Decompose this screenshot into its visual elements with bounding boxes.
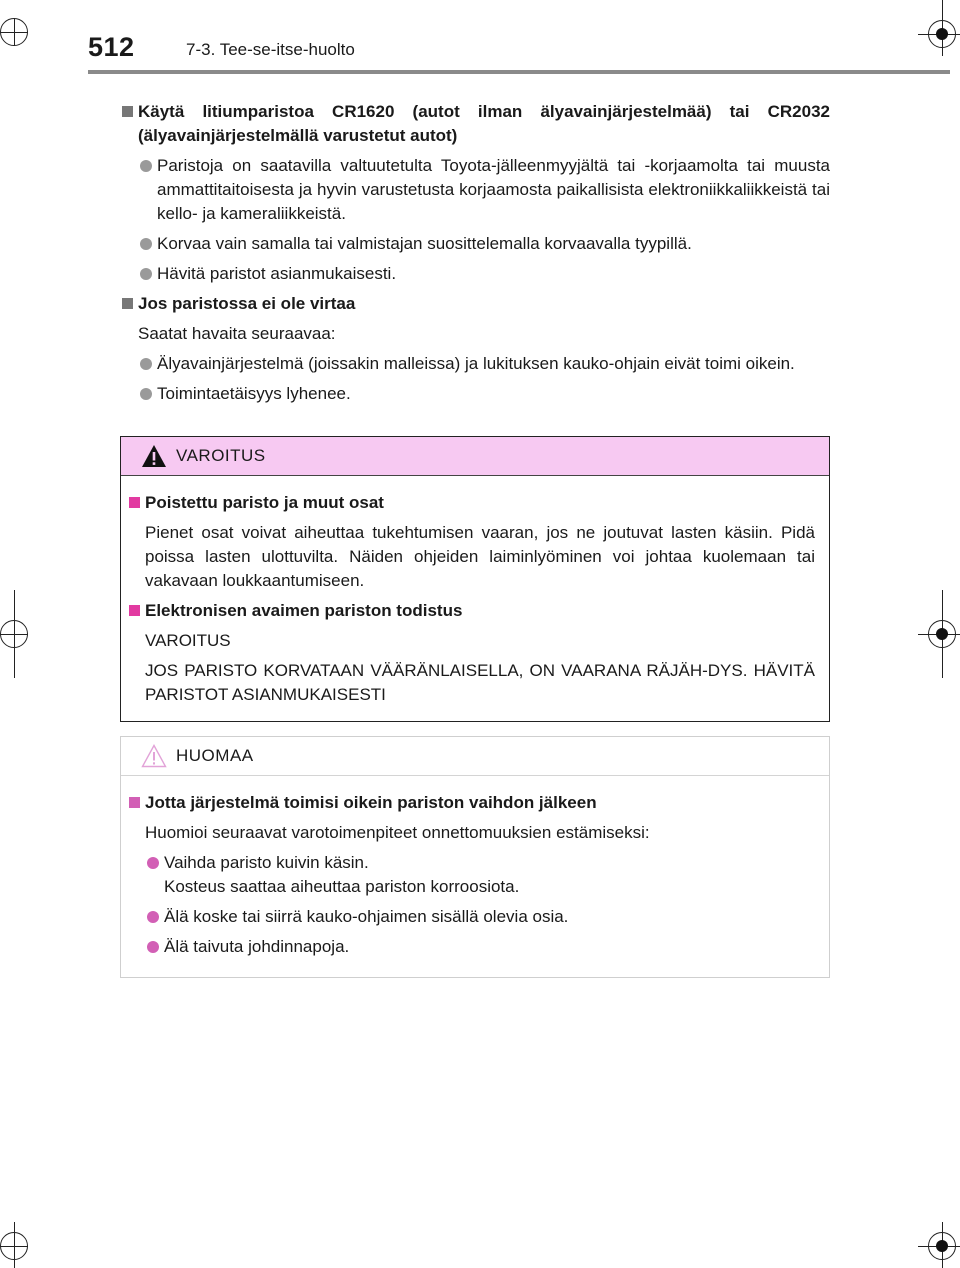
warning-box-header <box>121 437 829 476</box>
main-content <box>122 100 830 412</box>
warning-item-heading: Poistettu paristo ja muut osat <box>129 491 815 515</box>
warning-item-text: Pienet osat voivat aiheuttaa tukehtumisen vaaran, jos ne joutuvat lasten käsiin. Pidä poissa lasten ulottuvilta. Näiden ohjeiden laiminlyöminen voi johtaa kuolemaan tai vakavaan loukkaantumiseen. <box>145 523 815 590</box>
square-bullet-icon <box>129 491 140 515</box>
warning-item-heading: Elektronisen avaimen pariston todistus <box>129 599 815 623</box>
circle-bullet-icon <box>140 352 152 377</box>
square-bullet-icon <box>129 791 140 815</box>
section-heading-battery-dead: Jos paristossa ei ole virtaa <box>122 292 830 316</box>
caution-outline-icon <box>141 744 167 768</box>
notice-box-body <box>129 791 815 965</box>
circle-bullet-icon <box>140 232 152 257</box>
list-item: Älyavainjärjestelmä (joissakin malleissa) ja lukituksen kauko-ohjain eivät toimi oikein. <box>122 352 830 376</box>
circle-bullet-icon <box>147 851 159 876</box>
list-item: Toimintaetäisyys lyhenee. <box>122 382 830 406</box>
notice-intro: Huomioi seuraavat varotoimenpiteet onnettomuuksien estämiseksi: <box>145 823 650 842</box>
notice-box <box>120 736 830 978</box>
square-bullet-icon <box>122 100 133 124</box>
warning-item-text: VAROITUS <box>145 631 231 650</box>
circle-bullet-icon <box>140 262 152 287</box>
warning-title: VAROITUS <box>176 446 266 465</box>
page-number: 512 <box>88 32 135 62</box>
list-item: Älä taivuta johdinnapoja. <box>129 935 815 959</box>
notice-box-header <box>121 737 829 776</box>
section-title: 7-3. Tee-se-itse-huolto <box>186 40 355 59</box>
section-intro: Saatat havaita seuraavaa: <box>138 324 336 343</box>
circle-bullet-icon <box>147 905 159 930</box>
list-item: Älä koske tai siirrä kauko-ohjaimen sisällä olevia osia. <box>129 905 815 929</box>
list-item: Hävitä paristot asianmukaisesti. <box>122 262 830 286</box>
warning-item-text: JOS PARISTO KORVATAAN VÄÄRÄNLAISELLA, ON VAARANA RÄJÄH-DYS. HÄVITÄ PARISTOT ASIANMUKAISESTI <box>145 661 815 704</box>
header-divider <box>88 70 950 74</box>
list-item: Paristoja on saatavilla valtuutetulta Toyota-jälleenmyyjältä tai -korjaamolta tai muusta ammattitaitoisesta ja hyvin varustetusta korjaamosta paikallisista elektroniikkaliikkeistä tai kello- ja kameraliikkeistä. <box>122 154 830 226</box>
warning-box <box>120 436 830 722</box>
notice-title: HUOMAA <box>176 746 254 765</box>
square-bullet-icon <box>129 599 140 623</box>
section-heading-battery-type: Käytä litiumparistoa CR1620 (autot ilman älyavainjärjestelmää) tai CR2032 (älyavainjärjestelmällä varustetut autot) <box>122 100 830 148</box>
square-bullet-icon <box>122 292 133 316</box>
circle-bullet-icon <box>140 154 152 179</box>
circle-bullet-icon <box>140 382 152 407</box>
warning-box-body <box>129 491 815 713</box>
list-item: Vaihda paristo kuivin käsin. Kosteus saattaa aiheuttaa pariston korroosiota. <box>129 851 815 899</box>
circle-bullet-icon <box>147 935 159 960</box>
warning-triangle-icon <box>141 444 167 468</box>
list-item: Korvaa vain samalla tai valmistajan suosittelemalla korvaavalla tyypillä. <box>122 232 830 256</box>
notice-heading: Jotta järjestelmä toimisi oikein pariston vaihdon jälkeen <box>129 791 815 815</box>
